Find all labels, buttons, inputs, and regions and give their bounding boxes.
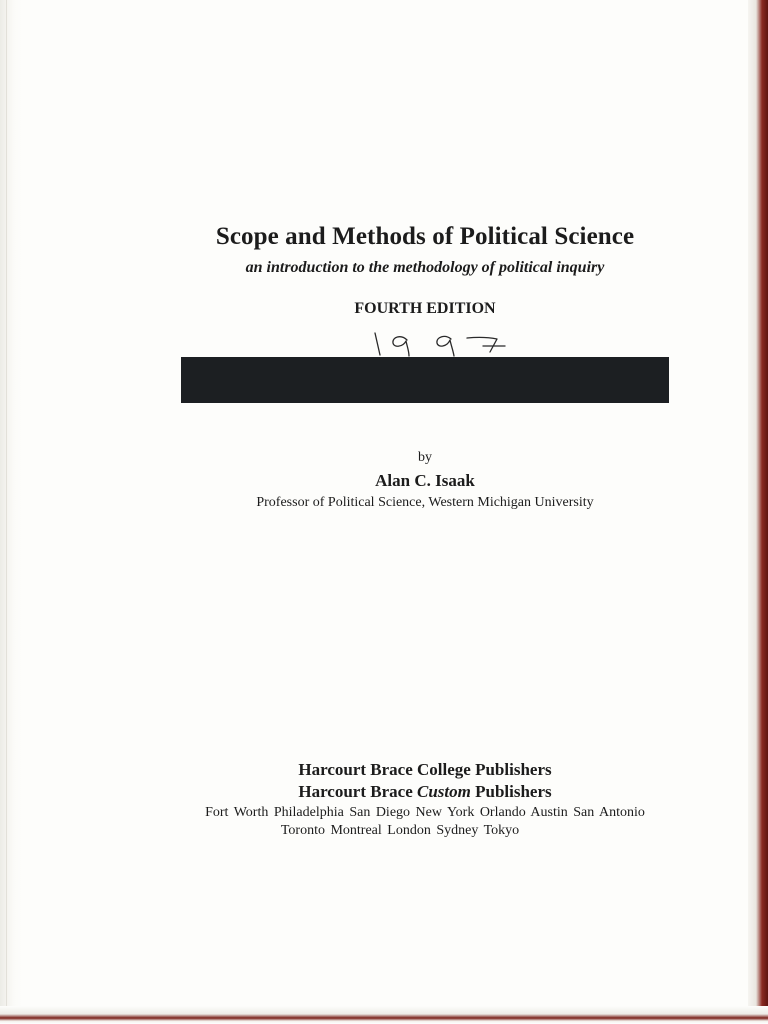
handwritten-year	[365, 328, 515, 358]
publisher-line-2-suffix: Publishers	[470, 782, 552, 801]
publisher-line-2-prefix: Harcourt Brace	[298, 782, 417, 801]
page-left-edge	[0, 0, 22, 1024]
publisher-line-1: Harcourt Brace College Publishers	[298, 760, 552, 779]
publisher-cities-line-1: Fort Worth Philadelphia San Diego New York Orlando Austin San Antonio	[205, 805, 645, 820]
page-bottom-edge	[0, 1006, 768, 1024]
publisher-line-2-italic: Custom	[417, 782, 471, 801]
author-affiliation: Professor of Political Science, Western Michigan University	[256, 495, 594, 510]
book-spine-edge	[748, 0, 768, 1024]
publisher-line-2	[0, 782, 768, 802]
publisher-cities-line-2: Toronto Montreal London Sydney Tokyo	[280, 823, 520, 838]
book-title: Scope and Methods of Political Science	[215, 223, 635, 250]
redaction-bar	[181, 357, 669, 403]
author-name: Alan C. Isaak	[375, 471, 475, 490]
page-fold-line	[6, 0, 7, 1024]
edition-label: FOURTH EDITION	[354, 300, 496, 317]
byline: by	[418, 450, 432, 465]
book-subtitle: an introduction to the methodology of political inquiry	[245, 259, 605, 276]
